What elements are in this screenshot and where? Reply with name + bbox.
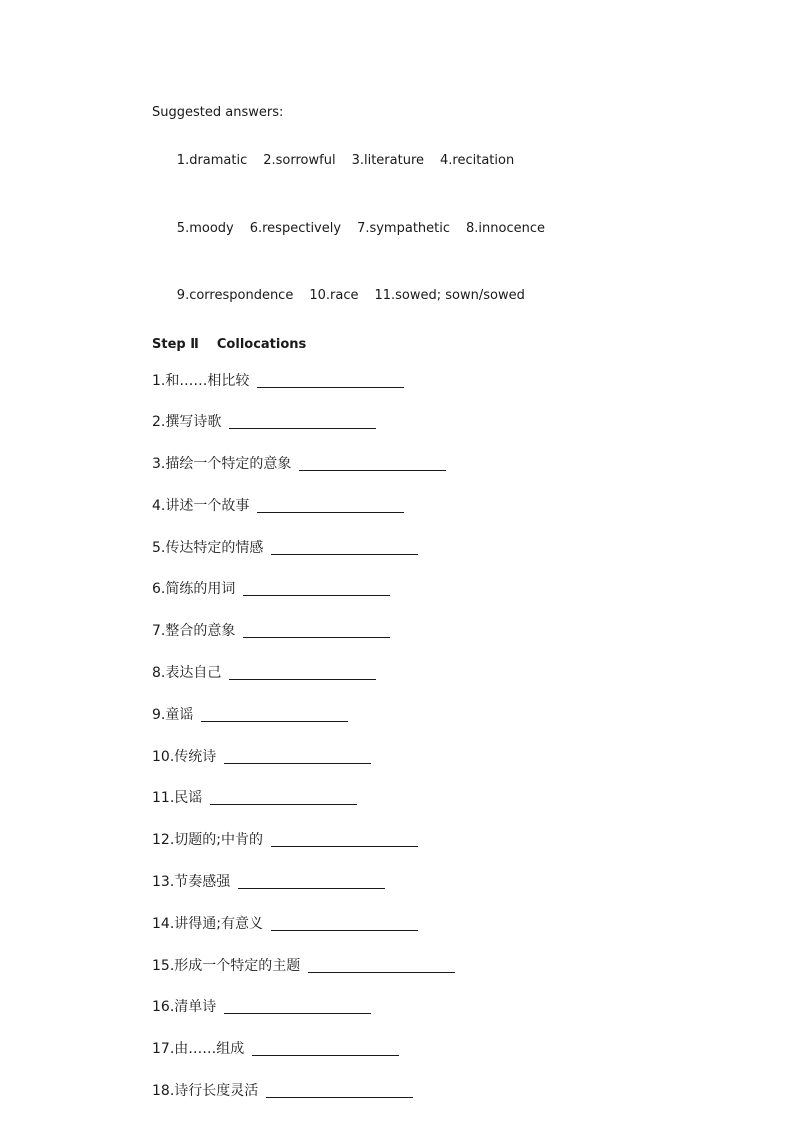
exercise-prompt: 简练的用词 — [165, 581, 236, 598]
exercise-item — [152, 705, 752, 725]
exercise-number: 8. — [152, 665, 166, 682]
exercise-number: 5. — [152, 539, 166, 556]
exercise-number: 6. — [152, 581, 166, 598]
answer-blank[interactable] — [257, 512, 404, 513]
answer-blank[interactable] — [229, 428, 376, 429]
exercise-item — [152, 1081, 752, 1101]
document-page — [152, 104, 752, 1123]
answer-item: 9.correspondence — [176, 288, 294, 303]
answer-blank[interactable] — [243, 595, 390, 596]
answer-blank[interactable] — [271, 554, 418, 555]
exercise-prompt: 描绘一个特定的意象 — [165, 456, 292, 473]
exercise-item — [152, 663, 752, 683]
exercise-number: 9. — [152, 706, 166, 723]
exercise-item — [152, 788, 752, 808]
collocations-list — [152, 371, 752, 1102]
answer-blank[interactable] — [224, 1013, 371, 1014]
exercise-number: 15. — [152, 957, 175, 974]
answer-blank[interactable] — [229, 679, 376, 680]
exercise-prompt: 形成一个特定的主题 — [174, 957, 301, 974]
answer-item: 1.dramatic — [176, 153, 248, 168]
answer-blank[interactable] — [271, 930, 418, 931]
answer-blank[interactable] — [257, 387, 404, 388]
suggested-answers-section — [152, 104, 752, 323]
exercise-prompt: 由……组成 — [174, 1041, 245, 1058]
exercise-number: 14. — [152, 915, 175, 932]
answer-item: 7.sympathetic — [357, 220, 451, 236]
answer-blank[interactable] — [210, 804, 357, 805]
answer-blank[interactable] — [308, 972, 455, 973]
exercise-prompt: 整合的意象 — [165, 623, 236, 640]
exercise-number: 1. — [152, 372, 166, 389]
exercise-number: 3. — [152, 456, 166, 473]
answer-item: 10.race — [309, 288, 359, 303]
exercise-item — [152, 997, 752, 1017]
exercise-item — [152, 412, 752, 432]
exercise-number: 18. — [152, 1083, 175, 1100]
exercise-number: 10. — [152, 748, 175, 765]
answer-item: 4.recitation — [440, 153, 515, 168]
exercise-item — [152, 830, 752, 850]
exercise-prompt: 节奏感强 — [174, 874, 231, 891]
exercise-number: 16. — [152, 999, 175, 1016]
answer-item: 8.innocence — [466, 220, 545, 236]
answers-row — [152, 269, 752, 323]
answer-item: 11.sowed; sown/sowed — [374, 288, 525, 303]
exercise-prompt: 诗行长度灵活 — [174, 1083, 259, 1100]
answer-blank[interactable] — [238, 888, 385, 889]
answer-item: 5.moody — [176, 220, 234, 236]
exercise-item — [152, 371, 752, 391]
exercise-prompt: 讲得通;有意义 — [174, 915, 263, 932]
section-heading: Step Ⅱ Collocations — [152, 336, 307, 352]
answer-blank[interactable] — [224, 763, 371, 764]
exercise-prompt: 清单诗 — [174, 999, 217, 1016]
exercise-prompt: 和……相比较 — [165, 372, 250, 389]
exercise-number: 17. — [152, 1041, 175, 1058]
answer-blank[interactable] — [266, 1097, 413, 1098]
exercise-prompt: 童谣 — [165, 706, 194, 723]
exercise-item — [152, 454, 752, 474]
exercise-prompt: 传统诗 — [174, 748, 217, 765]
exercise-number: 12. — [152, 832, 175, 849]
answer-blank[interactable] — [243, 637, 390, 638]
exercise-prompt: 民谣 — [174, 790, 203, 807]
answers-row — [152, 202, 752, 256]
exercise-prompt: 表达自己 — [165, 665, 222, 682]
exercise-item — [152, 496, 752, 516]
exercise-item — [152, 579, 752, 599]
exercise-item — [152, 621, 752, 641]
exercise-number: 11. — [152, 790, 175, 807]
answer-item: 6.respectively — [249, 220, 342, 236]
exercise-prompt: 传达特定的情感 — [165, 539, 264, 556]
answer-blank[interactable] — [201, 721, 348, 722]
exercise-item — [152, 872, 752, 892]
answer-blank[interactable] — [299, 470, 446, 471]
exercise-number: 2. — [152, 414, 166, 431]
exercise-item — [152, 538, 752, 558]
answer-blank[interactable] — [252, 1055, 399, 1056]
answer-blank[interactable] — [271, 846, 418, 847]
exercise-item — [152, 956, 752, 976]
exercise-prompt: 撰写诗歌 — [165, 414, 222, 431]
exercise-item — [152, 747, 752, 767]
answer-item: 3.literature — [351, 153, 425, 168]
exercise-prompt: 讲述一个故事 — [165, 497, 250, 514]
exercise-item — [152, 914, 752, 934]
exercise-number: 4. — [152, 497, 166, 514]
exercise-item — [152, 1039, 752, 1059]
answers-title: Suggested answers: — [152, 105, 284, 120]
exercise-number: 7. — [152, 623, 166, 640]
answer-item: 2.sorrowful — [263, 153, 336, 168]
exercise-number: 13. — [152, 874, 175, 891]
answers-row — [152, 134, 752, 188]
exercise-prompt: 切题的;中肯的 — [174, 832, 263, 849]
